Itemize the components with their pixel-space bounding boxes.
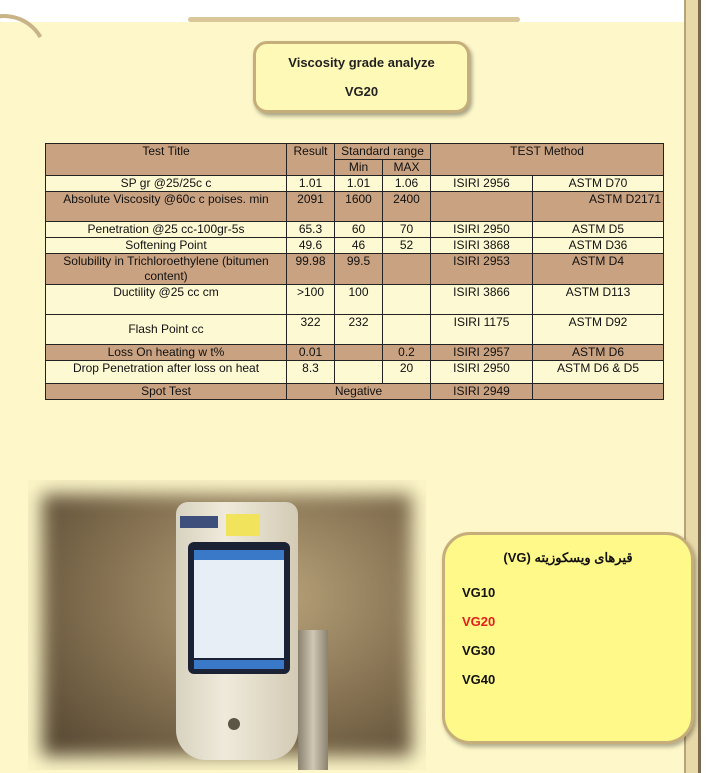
cell-isiri-method: ISIRI 2950	[431, 361, 533, 384]
title-box	[253, 41, 470, 113]
cell-result: >100	[287, 285, 335, 315]
cell-max: 0.2	[383, 345, 431, 361]
cell-result: 2091	[287, 192, 335, 222]
cell-astm-method: ASTM D2171	[533, 192, 664, 222]
grade-item: VG30	[462, 643, 496, 658]
cell-max: 70	[383, 222, 431, 238]
cell-isiri-method: ISIRI 2949	[431, 384, 533, 400]
cell-test-title: Softening Point	[46, 238, 287, 254]
device-stand	[298, 630, 328, 770]
table-row	[46, 345, 664, 361]
cell-astm-method: ASTM D4	[533, 254, 664, 285]
cell-astm-method: ASTM D92	[533, 315, 664, 345]
cell-result: 8.3	[287, 361, 335, 384]
table-row	[46, 315, 664, 345]
grades-title: قیرهای ویسکوزیته (VG)	[503, 550, 633, 565]
cell-result: 322	[287, 315, 335, 345]
cell-test-title: SP gr @25/25c c	[46, 176, 287, 192]
cell-astm-method: ASTM D36	[533, 238, 664, 254]
header-test-title: Test Title	[46, 144, 287, 176]
viscometer-photo	[28, 480, 426, 770]
top-rule	[188, 17, 520, 22]
cell-min	[335, 345, 383, 361]
cell-max	[383, 285, 431, 315]
cell-astm-method: ASTM D113	[533, 285, 664, 315]
cell-max: 52	[383, 238, 431, 254]
cell-test-title: Absolute Viscosity @60c c poises. min	[46, 192, 287, 222]
header-test-method: TEST Method	[431, 144, 664, 176]
cell-max: 2400	[383, 192, 431, 222]
cell-isiri-method: ISIRI 2956	[431, 176, 533, 192]
table-row	[46, 361, 664, 384]
cell-test-title: Drop Penetration after loss on heat	[46, 361, 287, 384]
cell-min	[335, 361, 383, 384]
screen-results-panel	[194, 554, 284, 658]
cell-isiri-method: ISIRI 2957	[431, 345, 533, 361]
table-row	[46, 238, 664, 254]
cell-min: 232	[335, 315, 383, 345]
table-row	[46, 192, 664, 222]
cell-astm-method: ASTM D6 & D5	[533, 361, 664, 384]
cell-min: 60	[335, 222, 383, 238]
cell-min: 1600	[335, 192, 383, 222]
cell-max: 20	[383, 361, 431, 384]
header-min: Min	[335, 160, 383, 176]
cell-test-title: Flash Point cc	[46, 315, 287, 345]
cell-isiri-method: ISIRI 2950	[431, 222, 533, 238]
document-title: Viscosity grade analyze	[288, 55, 435, 70]
cell-min: 1.01	[335, 176, 383, 192]
header-standard-range: Standard range	[335, 144, 431, 160]
grade-item: VG40	[462, 672, 496, 687]
cell-result: 65.3	[287, 222, 335, 238]
cell-test-title: Spot Test	[46, 384, 287, 400]
cell-max	[383, 315, 431, 345]
device-knob	[228, 718, 240, 730]
screen-header-bar	[194, 550, 284, 560]
cell-astm-method: ASTM D5	[533, 222, 664, 238]
cell-test-title: Penetration @25 cc-100gr-5s	[46, 222, 287, 238]
cell-isiri-method: ISIRI 3868	[431, 238, 533, 254]
viscosity-grades-box	[442, 532, 694, 744]
cell-min: 99.5	[335, 254, 383, 285]
cell-isiri-method	[431, 192, 533, 222]
grade-subtitle: VG20	[344, 84, 379, 99]
grade-item-highlighted: VG20	[462, 614, 496, 629]
cell-min: 46	[335, 238, 383, 254]
cell-test-title: Loss On heating w t%	[46, 345, 287, 361]
cell-max: 1.06	[383, 176, 431, 192]
cell-result: 99.98	[287, 254, 335, 285]
cell-max	[383, 254, 431, 285]
table-header-row	[46, 144, 664, 160]
device-sticker	[226, 514, 260, 536]
cell-result: 0.01	[287, 345, 335, 361]
cell-astm-method: ASTM D6	[533, 345, 664, 361]
header-max: MAX	[383, 160, 431, 176]
cell-min: 100	[335, 285, 383, 315]
cell-astm-method	[533, 384, 664, 400]
cell-result: 1.01	[287, 176, 335, 192]
cell-test-title: Ductility @25 cc cm	[46, 285, 287, 315]
cell-isiri-method: ISIRI 1175	[431, 315, 533, 345]
brand-logo	[180, 516, 218, 528]
table-row	[46, 285, 664, 315]
cell-isiri-method: ISIRI 2953	[431, 254, 533, 285]
cell-isiri-method: ISIRI 3866	[431, 285, 533, 315]
cell-astm-method: ASTM D70	[533, 176, 664, 192]
table-row	[46, 254, 664, 285]
grade-item: VG10	[462, 585, 496, 600]
test-results-table	[45, 143, 664, 400]
header-result: Result	[287, 144, 335, 176]
table-row-spot-test	[46, 384, 664, 400]
table-row	[46, 176, 664, 192]
cell-test-title: Solubility in Trichloroethylene (bitumen content)	[46, 254, 287, 285]
cell-result: 49.6	[287, 238, 335, 254]
screen-footer-bar	[194, 660, 284, 669]
table-row	[46, 222, 664, 238]
cell-spot-result: Negative	[287, 384, 431, 400]
